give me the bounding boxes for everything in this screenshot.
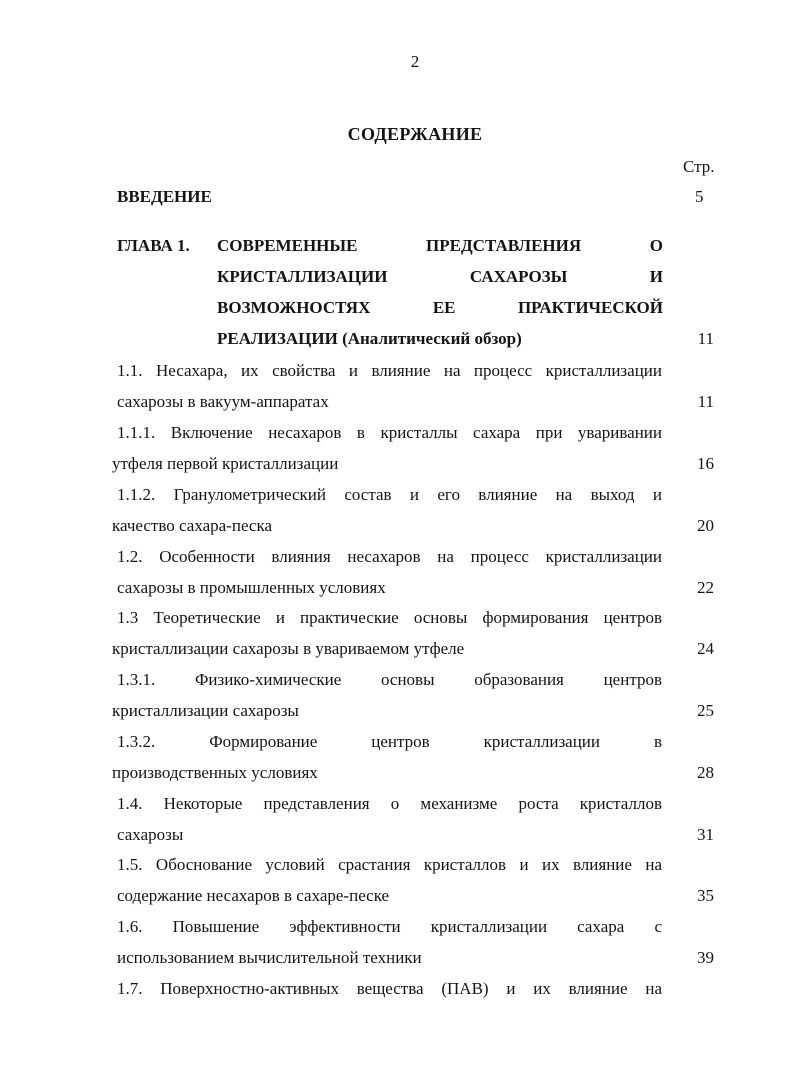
toc-intro-title: ВВЕДЕНИЕ bbox=[117, 187, 212, 206]
toc-entry-line: 1.1.2. Гранулометрический состав и его влияние на выход и bbox=[117, 485, 662, 504]
toc-entry-line: 1.4. Некоторые представления о механизме роста кристаллов bbox=[117, 794, 662, 813]
toc-entry-line: сахарозы в промышленных условиях bbox=[117, 578, 386, 597]
chapter-title-word: РЕАЛИЗАЦИИ bbox=[217, 329, 338, 348]
toc-entry-line: сахарозы bbox=[117, 825, 184, 844]
toc-entry-page: 22 bbox=[697, 578, 714, 597]
toc-entry-page: 24 bbox=[697, 639, 714, 658]
toc-entry-page: 25 bbox=[697, 701, 714, 720]
chapter-subtitle: (Аналитический обзор) bbox=[342, 329, 522, 348]
toc-entry-page: 35 bbox=[697, 886, 714, 905]
page-column-label: Стр. bbox=[683, 157, 715, 176]
toc-entry-line: 1.6. Повышение эффективности кристаллизации сахара с bbox=[117, 917, 662, 936]
chapter-page: 11 bbox=[697, 329, 714, 348]
toc-entry-line: кристаллизации сахарозы в увариваемом утфеле bbox=[112, 639, 465, 658]
toc-entry-line: сахарозы в вакуум-аппаратах bbox=[117, 392, 329, 411]
toc-entry-line: 1.3.2. Формирование центров кристаллизации в bbox=[117, 732, 662, 751]
toc-entry-line: 1.3 Теоретические и практические основы формирования центров bbox=[117, 608, 662, 627]
toc-entry-line: 1.3.1. Физико-химические основы образования центров bbox=[117, 670, 662, 689]
toc-entry-line: 1.1.1. Включение несахаров в кристаллы сахара при уваривании bbox=[117, 423, 662, 442]
toc-title: СОДЕРЖАНИЕ bbox=[347, 124, 483, 144]
toc-entry-page: 16 bbox=[697, 454, 714, 473]
toc-entry-page: 39 bbox=[697, 948, 714, 967]
chapter-title-last-line bbox=[217, 329, 522, 349]
toc-entry-page: 20 bbox=[697, 516, 714, 535]
toc-entry-line: использованием вычислительной техники bbox=[117, 948, 422, 967]
toc-entry-line: утфеля первой кристаллизации bbox=[112, 454, 339, 473]
toc-entry-line: качество сахара-песка bbox=[112, 516, 273, 535]
toc-entry-page: 31 bbox=[697, 825, 714, 844]
toc-entry-line: производственных условиях bbox=[112, 763, 318, 782]
toc-entry-line: содержание несахаров в сахаре-песке bbox=[117, 886, 390, 905]
toc-entry-line: 1.5. Обоснование условий срастания кристаллов и их влияние на bbox=[117, 855, 662, 874]
chapter-title-line: КРИСТАЛЛИЗАЦИИ САХАРОЗЫ И bbox=[217, 267, 663, 286]
page-number: 2 bbox=[410, 52, 420, 71]
chapter-title-line: СОВРЕМЕННЫЕ ПРЕДСТАВЛЕНИЯ О bbox=[217, 236, 663, 255]
toc-entry-line: 1.7. Поверхностно-активных вещества (ПАВ) и их влияние на bbox=[117, 979, 662, 998]
toc-entry-page: 11 bbox=[697, 392, 714, 411]
toc-entry-page: 28 bbox=[697, 763, 714, 782]
toc-entry-line: 1.2. Особенности влияния несахаров на процесс кристаллизации bbox=[117, 547, 662, 566]
chapter-label: ГЛАВА 1. bbox=[117, 236, 190, 255]
chapter-title-line: ВОЗМОЖНОСТЯХ ЕЕ ПРАКТИЧЕСКОЙ bbox=[217, 298, 663, 317]
toc-entry-line: 1.1. Несахара, их свойства и влияние на процесс кристаллизации bbox=[117, 361, 662, 380]
toc-intro-page: 5 bbox=[695, 187, 704, 206]
toc-entry-line: кристаллизации сахарозы bbox=[112, 701, 299, 720]
